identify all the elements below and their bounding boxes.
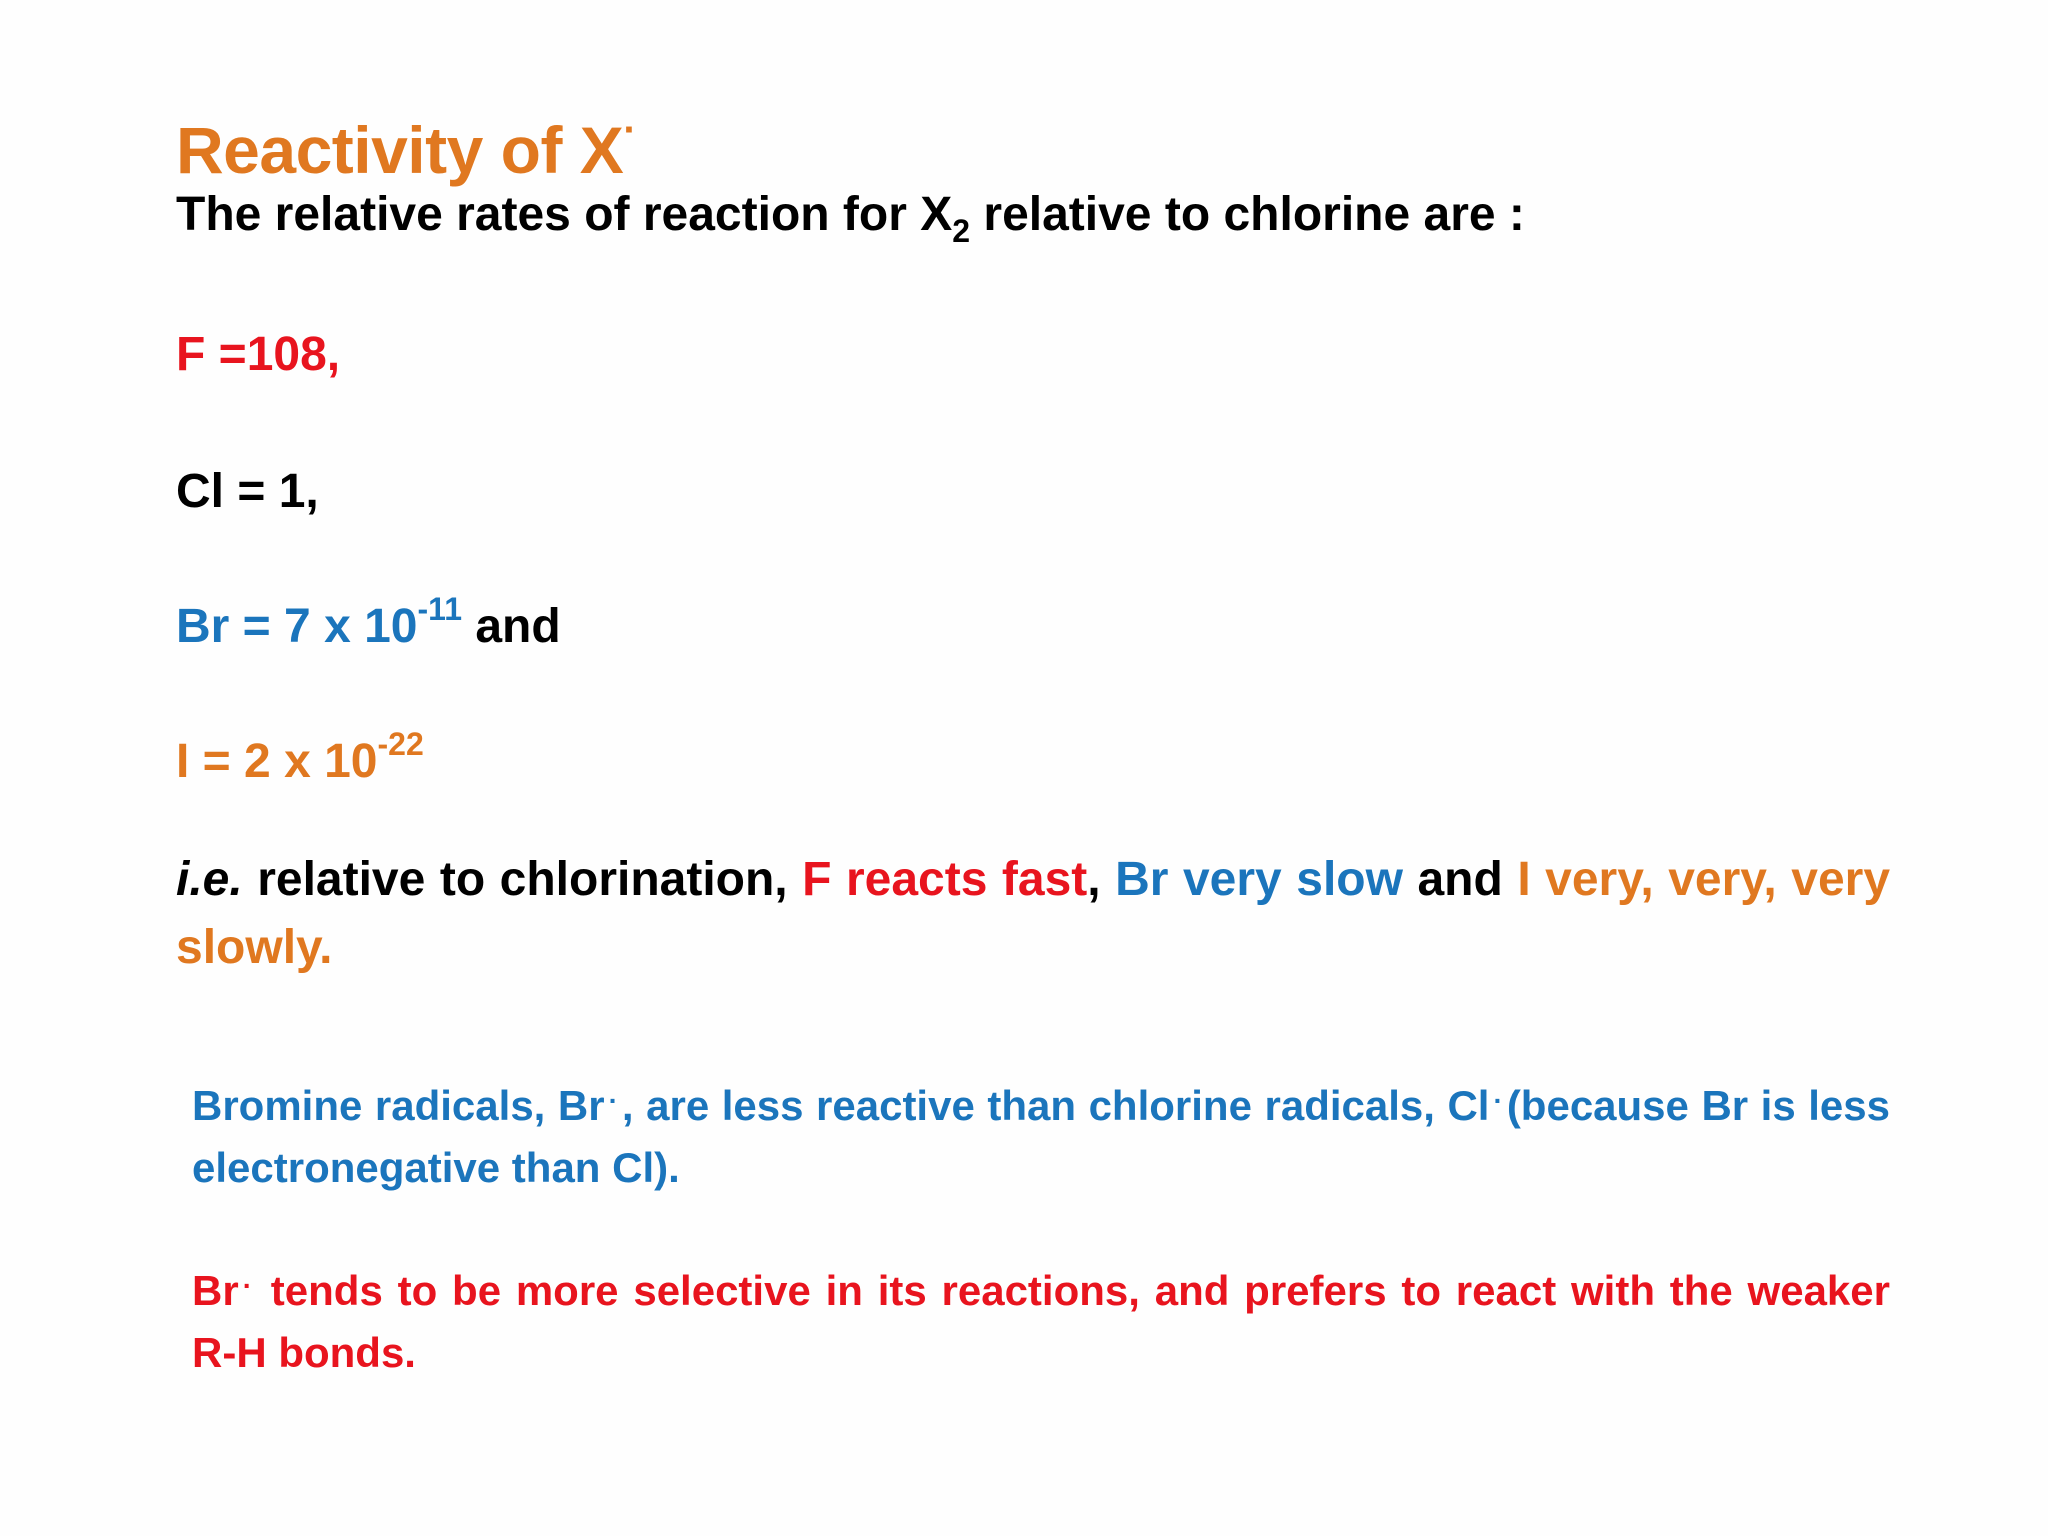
- note-blue-part3: (because Br is less electronegative than Cl).: [192, 1082, 1890, 1191]
- rate-iodine: [176, 726, 424, 792]
- note-red-part2: tends to be more selective in its reactions, and prefers to react with the weaker R-H bonds.: [192, 1267, 1890, 1376]
- title-text: Reactivity of X: [176, 113, 624, 187]
- summary-f-fast: F reacts fast: [802, 853, 1088, 906]
- rate-bromine-base: Br = 7 x 10: [176, 600, 418, 653]
- note-bromine-selectivity: [192, 1255, 1890, 1384]
- rate-bromine: [176, 591, 561, 657]
- rate-fluorine: [176, 325, 340, 385]
- note-red-part1: Br: [192, 1267, 239, 1314]
- summary-br-slow: Br very slow: [1115, 853, 1403, 906]
- rate-iodine-exponent: -22: [377, 726, 424, 762]
- summary-ie: i.e.: [176, 853, 243, 906]
- rate-fluorine-text: F =108,: [176, 328, 341, 381]
- slide-title: [176, 90, 636, 190]
- note-blue-dot2: ·: [1493, 1085, 1503, 1116]
- summary-and: and: [1402, 853, 1518, 906]
- rate-iodine-base: I = 2 x 10: [176, 735, 378, 788]
- summary-part1: relative to chlorination,: [242, 853, 803, 906]
- subtitle-subscript: 2: [952, 213, 971, 249]
- note-blue-dot1: ·: [608, 1085, 618, 1116]
- rate-chlorine-text: Cl = 1,: [176, 465, 319, 518]
- summary-paragraph: [176, 846, 1890, 982]
- note-blue-part1: Bromine radicals, Br: [192, 1082, 605, 1129]
- subtitle-after: relative to chlorine are :: [970, 188, 1525, 241]
- summary-comma: ,: [1087, 853, 1116, 906]
- note-red-dot: ·: [242, 1270, 253, 1301]
- note-blue-part2: , are less reactive than chlorine radicals, Cl: [621, 1082, 1490, 1129]
- rate-bromine-exponent: -11: [417, 591, 462, 627]
- title-radical-dot: ·: [623, 108, 637, 152]
- note-bromine-reactivity: [192, 1070, 1890, 1199]
- rate-chlorine: [176, 462, 319, 522]
- subtitle: [176, 185, 1525, 249]
- rate-bromine-and: and: [461, 600, 561, 653]
- subtitle-before: The relative rates of reaction for X: [176, 188, 953, 241]
- summary-i-slow: I very, very, very slowly.: [176, 853, 1891, 974]
